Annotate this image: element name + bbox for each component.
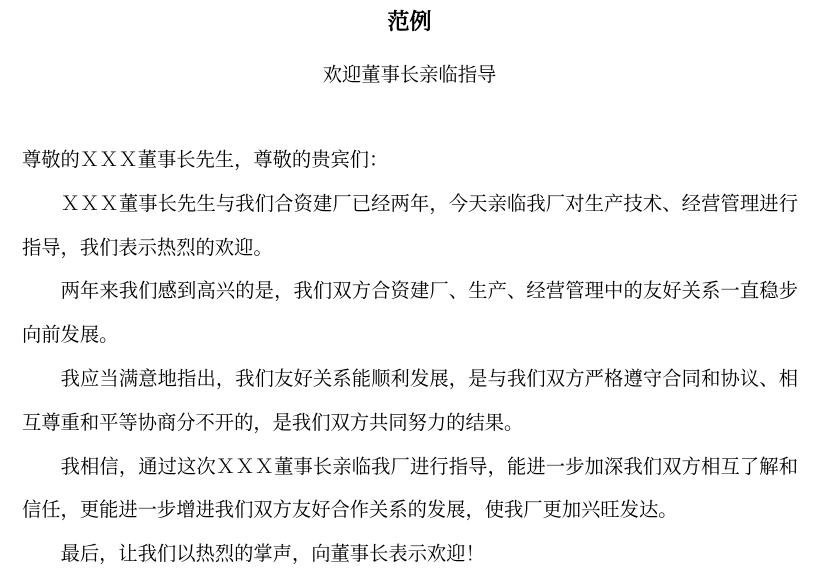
document-subtitle: 欢迎董事长亲临指导 <box>322 63 497 86</box>
paragraph-3-line-2: 互尊重和平等协商分不开的，是我们双方共同努力的结果。 <box>22 410 524 434</box>
document-body <box>22 138 798 576</box>
paragraph-3-line-1: 我应当满意地指出，我们友好关系能顺利发展，是与我们双方严格遵守合同和协议、相 <box>60 366 798 390</box>
paragraph-2-line-2: 向前发展。 <box>22 323 119 347</box>
document-title: 范例 <box>387 9 432 35</box>
paragraph-1-line-2: 指导，我们表示热烈的欢迎。 <box>22 235 273 259</box>
paragraph-5-line-1: 最后，让我们以热烈的掌声，向董事长表示欢迎！ <box>60 542 485 566</box>
paragraph-4-line-2: 信任，更能进一步增进我们双方友好合作关系的发展，使我厂更加兴旺发达。 <box>22 498 678 522</box>
paragraph-1-line-1: ＸＸＸ董事长先生与我们合资建厂已经两年，今天亲临我厂对生产技术、经营管理进行 <box>60 191 798 215</box>
paragraph-4-line-1: 我相信，通过这次ＸＸＸ董事长亲临我厂进行指导，能进一步加深我们双方相互了解和 <box>60 454 798 478</box>
paragraph-2-line-1: 两年来我们感到高兴的是，我们双方合资建厂、生产、经营管理中的友好关系一直稳步 <box>60 279 798 303</box>
salutation: 尊敬的ＸＸＸ董事长先生，尊敬的贵宾们： <box>22 148 389 171</box>
